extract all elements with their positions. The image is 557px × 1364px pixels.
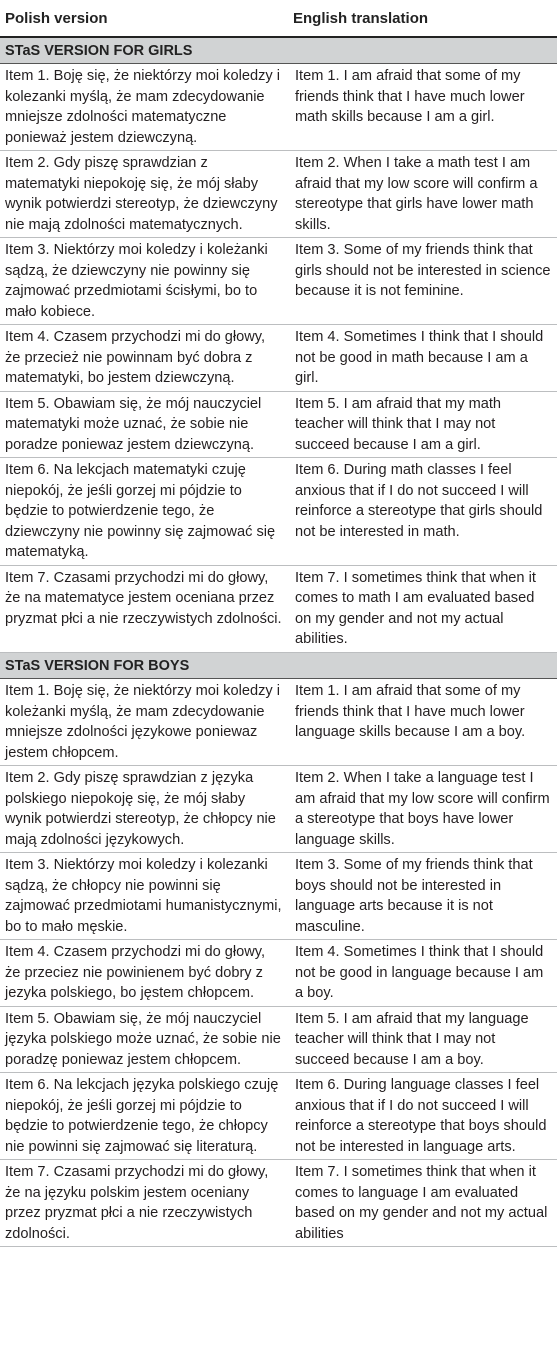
polish-item-cell: Item 3. Niektórzy moi koledzy i koleżanki sądzą, że dziewczyny nie powinny się zajmować przedmiotami ścisłymi, bo to mało kobiece. (0, 238, 288, 325)
english-item-cell: Item 7. I sometimes think that when it comes to language I am evaluated based on my gender and not my actual abilities (288, 1160, 557, 1247)
table-row (0, 565, 557, 652)
section-header-boys (0, 652, 557, 678)
polish-item-cell: Item 4. Czasem przychodzi mi do głowy, że przeciez nie powinienem być dobry z jezyka polskiego, bo jęstem chłopcem. (0, 940, 288, 1007)
english-item-cell: Item 1. I am afraid that some of my friends think that I have much lower math skills because I am a girl. (288, 64, 557, 151)
polish-item-cell: Item 5. Obawiam się, że mój nauczyciel języka polskiego może uznać, że sobie nie poradzę poniewaz jestem chłopcem. (0, 1006, 288, 1073)
table-row (0, 940, 557, 1007)
table-header-row (0, 0, 557, 37)
polish-item-cell: Item 4. Czasem przychodzi mi do głowy, że przecież nie powinnam być dobra z matematyki, bo jestem dziewczyną. (0, 325, 288, 392)
polish-item-cell: Item 1. Boję się, że niektórzy moi koledzy i kolezanki myślą, że mam zdecydowanie mniejsze zdolności matematyczne ponieważ jestem dziewczyną. (0, 64, 288, 151)
polish-item-cell: Item 3. Niektórzy moi koledzy i kolezanki sądzą, że chłopcy nie powinni się zajmować przedmiotami humanistycznymi, bo to mało męskie. (0, 853, 288, 940)
table-row (0, 458, 557, 566)
english-item-cell: Item 3. Some of my friends think that girls should not be interested in science because it is not feminine. (288, 238, 557, 325)
section-title: STaS VERSION FOR GIRLS (0, 37, 557, 64)
table-row (0, 853, 557, 940)
section-header-girls (0, 37, 557, 64)
table-row (0, 679, 557, 766)
english-item-cell: Item 6. During math classes I feel anxious that if I do not succeed I will reinforce a stereotype that girls should not be interested in math. (288, 458, 557, 566)
polish-item-cell: Item 7. Czasami przychodzi mi do głowy, że na matematyce jestem oceniana przez pryzmat płci a nie rzeczywistych zdolności. (0, 565, 288, 652)
table-row (0, 391, 557, 458)
english-item-cell: Item 1. I am afraid that some of my friends think that I have much lower language skills because I am a boy. (288, 679, 557, 766)
english-item-cell: Item 5. I am afraid that my language teacher will think that I may not succeed because I am a boy. (288, 1006, 557, 1073)
english-item-cell: Item 4. Sometimes I think that I should not be good in language because I am a boy. (288, 940, 557, 1007)
table-row (0, 151, 557, 238)
polish-item-cell: Item 2. Gdy piszę sprawdzian z języka polskiego niepokoję się, że mój słaby wynik potwierdzi stereotyp, że chłopcy nie mają zdolności językowych. (0, 766, 288, 853)
polish-item-cell: Item 7. Czasami przychodzi mi do głowy, że na języku polskim jestem oceniany przez pryzmat płci a nie rzeczywistych zdolności. (0, 1160, 288, 1247)
english-item-cell: Item 6. During language classes I feel anxious that if I do not succeed I will reinforce a stereotype that boys should not be interested in language arts. (288, 1073, 557, 1160)
english-item-cell: Item 3. Some of my friends think that boys should not be interested in language arts because it is not masculine. (288, 853, 557, 940)
english-item-cell: Item 5. I am afraid that my math teacher will think that I may not succeed because I am a girl. (288, 391, 557, 458)
english-item-cell: Item 2. When I take a language test I am afraid that my low score will confirm a stereotype that boys have lower language skills. (288, 766, 557, 853)
english-item-cell: Item 7. I sometimes think that when it comes to math I am evaluated based on my gender and not my actual abilities. (288, 565, 557, 652)
table-row (0, 1160, 557, 1247)
header-english-translation: English translation (288, 0, 557, 37)
table-row (0, 766, 557, 853)
header-polish-version: Polish version (0, 0, 288, 37)
polish-item-cell: Item 5. Obawiam się, że mój nauczyciel matematyki może uznać, że sobie nie poradze poniewaz jestem dziewczyną. (0, 391, 288, 458)
table-row (0, 1006, 557, 1073)
table-row (0, 238, 557, 325)
english-item-cell: Item 2. When I take a math test I am afraid that my low score will confirm a stereotype that girls have lower math skills. (288, 151, 557, 238)
english-item-cell: Item 4. Sometimes I think that I should not be good in math because I am a girl. (288, 325, 557, 392)
table-row (0, 64, 557, 151)
section-title: STaS VERSION FOR BOYS (0, 652, 557, 678)
polish-item-cell: Item 1. Boję się, że niektórzy moi koledzy i koleżanki myślą, że mam zdecydowanie mniejsze zdolności językowe poniewaz jestem chłopcem. (0, 679, 288, 766)
polish-item-cell: Item 6. Na lekcjach języka polskiego czuję niepokój, że jeśli gorzej mi pójdzie to będzie to potwierdzenie tego, że chłopcy nie powinni się zajmować się literaturą. (0, 1073, 288, 1160)
polish-item-cell: Item 2. Gdy piszę sprawdzian z matematyki niepokoję się, że mój słaby wynik potwierdzi stereotyp, że dziewczyny nie mają zdolności matematycznych. (0, 151, 288, 238)
polish-item-cell: Item 6. Na lekcjach matematyki czuję niepokój, że jeśli gorzej mi pójdzie to będzie to potwierdzenie tego, że dziewczyny nie powinny się zajmować się matematyką. (0, 458, 288, 566)
table-row (0, 325, 557, 392)
table-row (0, 1073, 557, 1160)
